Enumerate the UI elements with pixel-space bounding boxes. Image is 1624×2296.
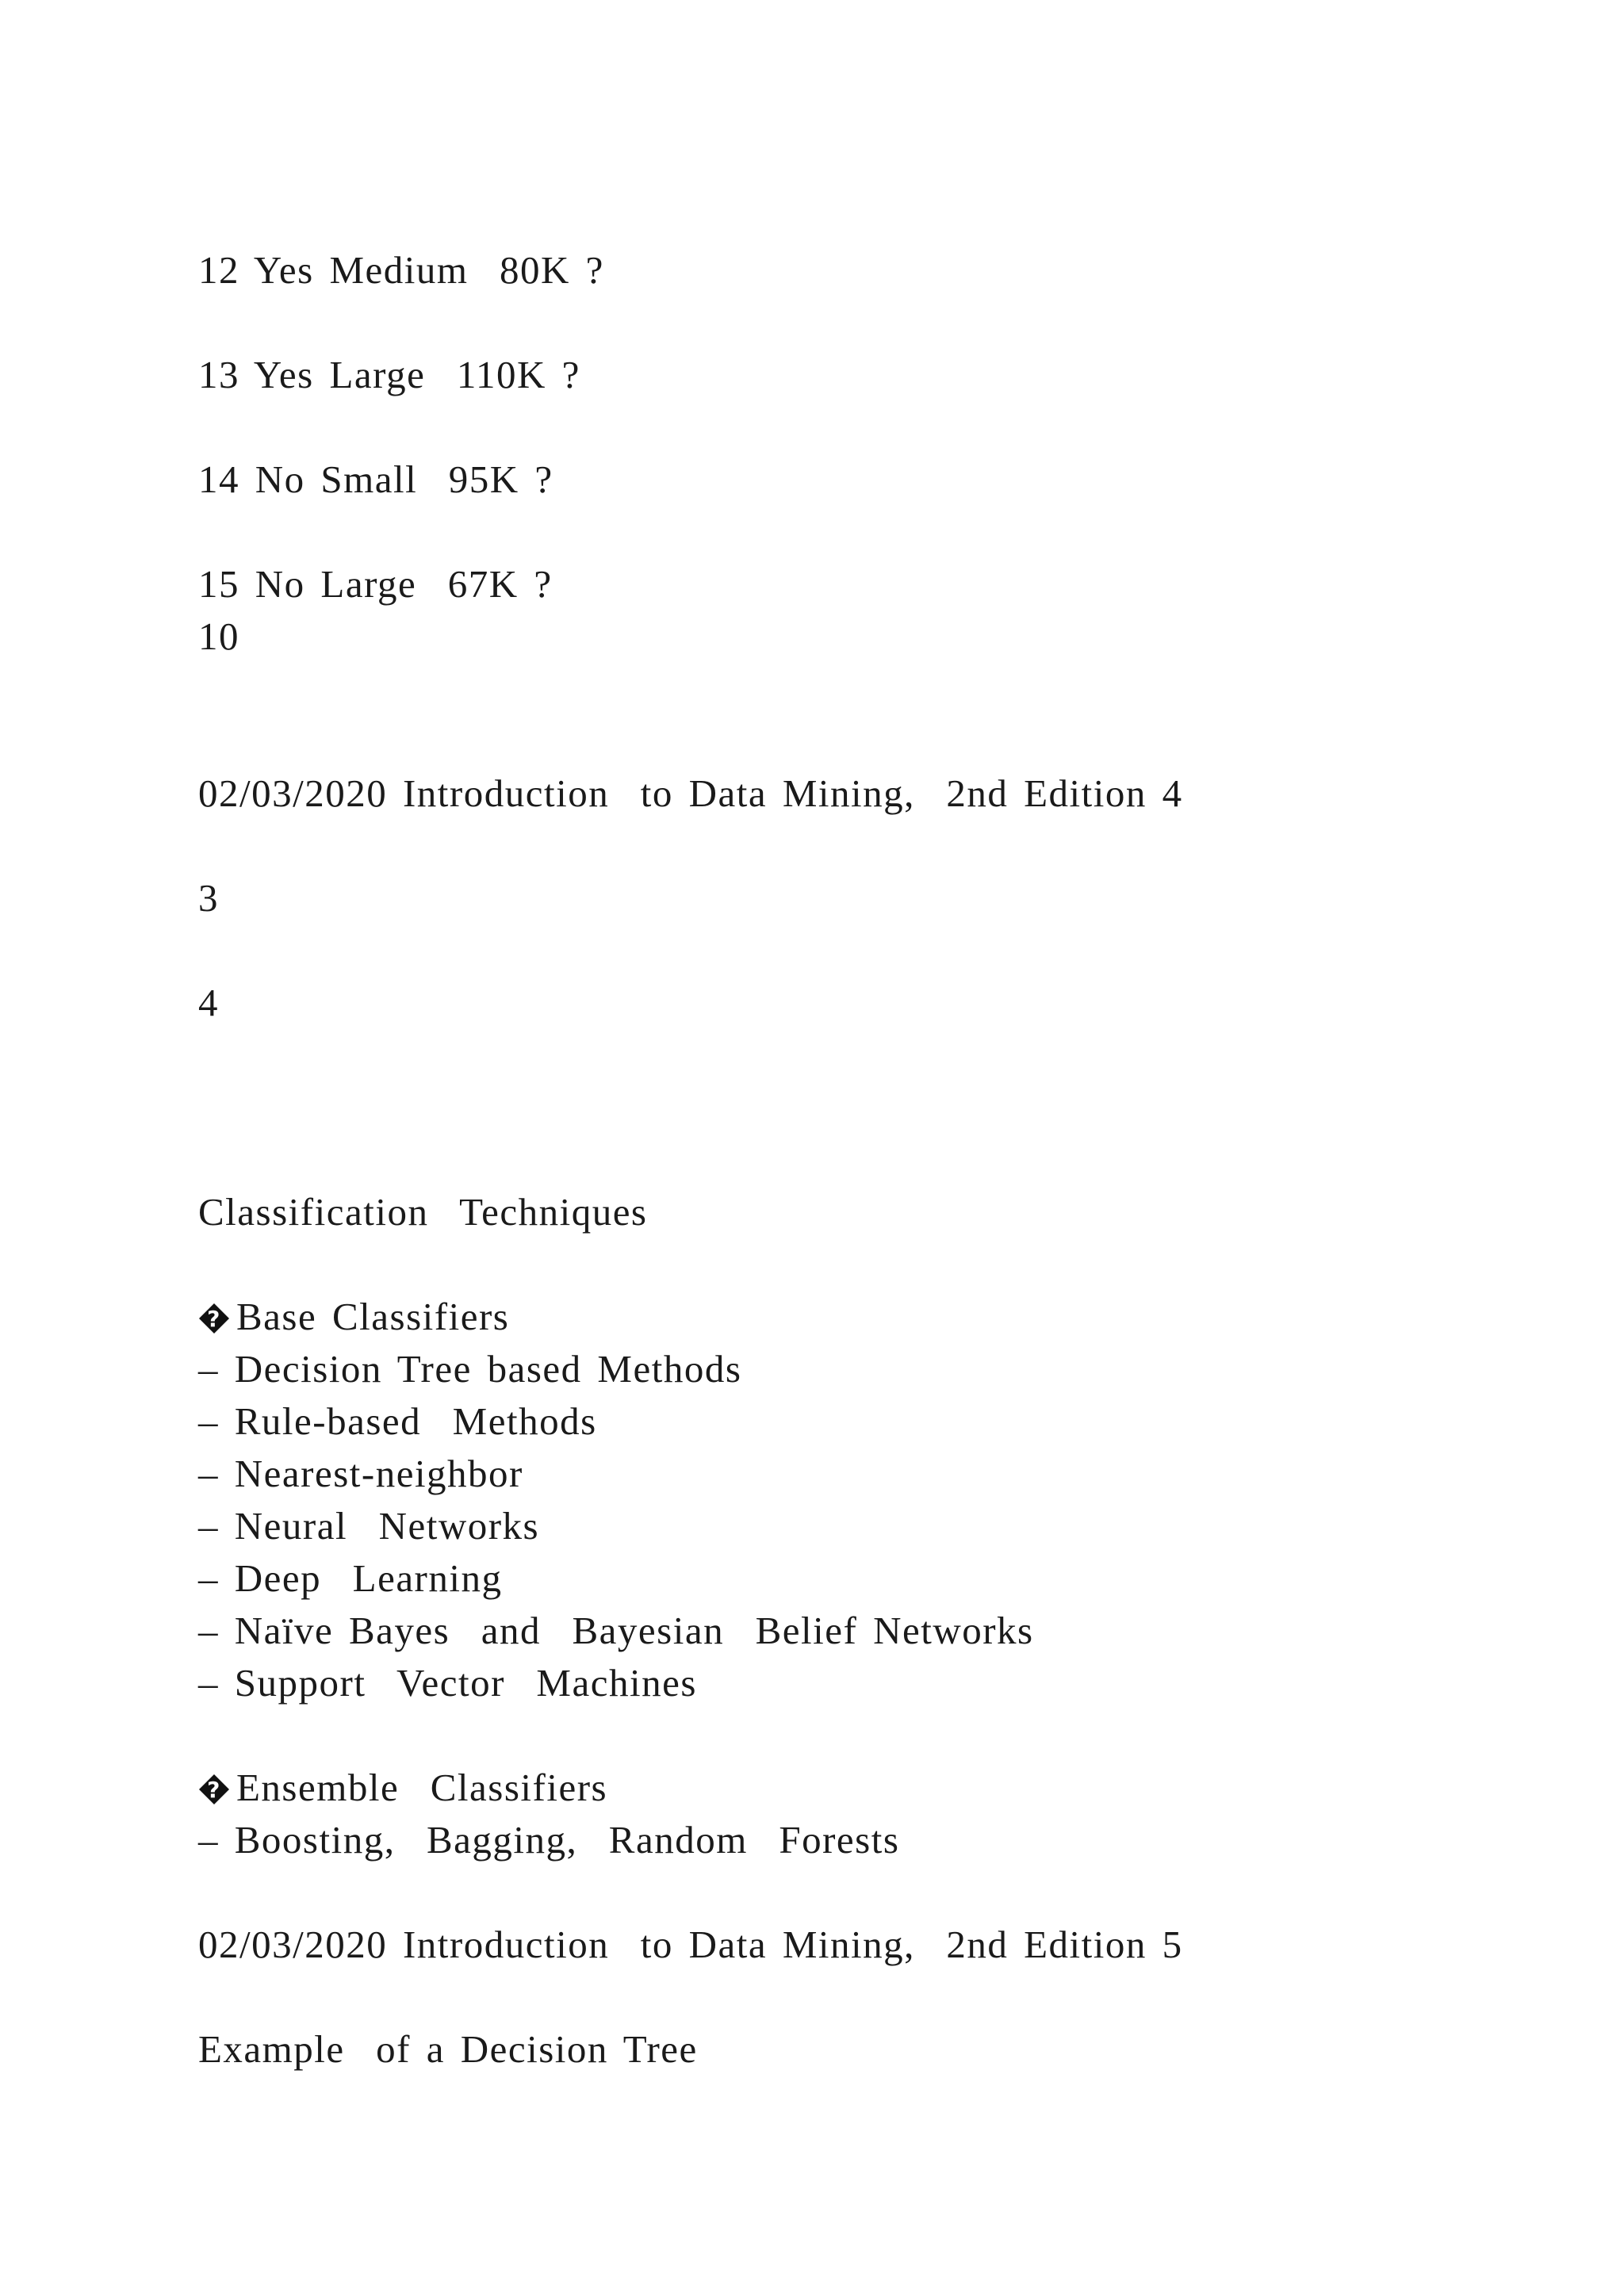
table-row: 15 No Large 67K ? <box>198 562 553 606</box>
next-slide-title: Example of a Decision Tree <box>198 2027 698 2071</box>
list-item: – Naïve Bayes and Bayesian Belief Networks <box>198 1609 1034 1652</box>
list-item: – Rule-based Methods <box>198 1399 597 1443</box>
replacement-character-icon <box>198 1774 230 1805</box>
list-item: – Decision Tree based Methods <box>198 1347 742 1391</box>
table-footer-number: 10 <box>198 614 239 658</box>
list-item: – Boosting, Bagging, Random Forests <box>198 1818 900 1862</box>
svg-text:?: ? <box>207 1306 221 1332</box>
ensemble-classifiers-heading <box>198 1766 607 1810</box>
replacement-character-icon <box>198 1303 230 1334</box>
base-classifiers-label: Base Classifiers <box>236 1295 510 1338</box>
ensemble-classifiers-label: Ensemble Classifiers <box>236 1766 608 1809</box>
slide-footer: 02/03/2020 Introduction to Data Mining, 2nd Edition 4 <box>198 771 1183 815</box>
page-number: 3 <box>198 876 219 920</box>
table-row: 13 Yes Large 110K ? <box>198 353 580 396</box>
list-item: – Neural Networks <box>198 1504 540 1548</box>
table-row: 14 No Small 95K ? <box>198 457 553 501</box>
page-number: 4 <box>198 981 219 1024</box>
slide-footer: 02/03/2020 Introduction to Data Mining, 2nd Edition 5 <box>198 1923 1183 1966</box>
section-title: Classification Techniques <box>198 1190 648 1234</box>
svg-text:?: ? <box>207 1777 221 1803</box>
list-item: – Deep Learning <box>198 1556 503 1600</box>
table-row: 12 Yes Medium 80K ? <box>198 248 604 292</box>
list-item: – Support Vector Machines <box>198 1661 697 1705</box>
base-classifiers-heading <box>198 1295 509 1339</box>
list-item: – Nearest-neighbor <box>198 1452 523 1495</box>
